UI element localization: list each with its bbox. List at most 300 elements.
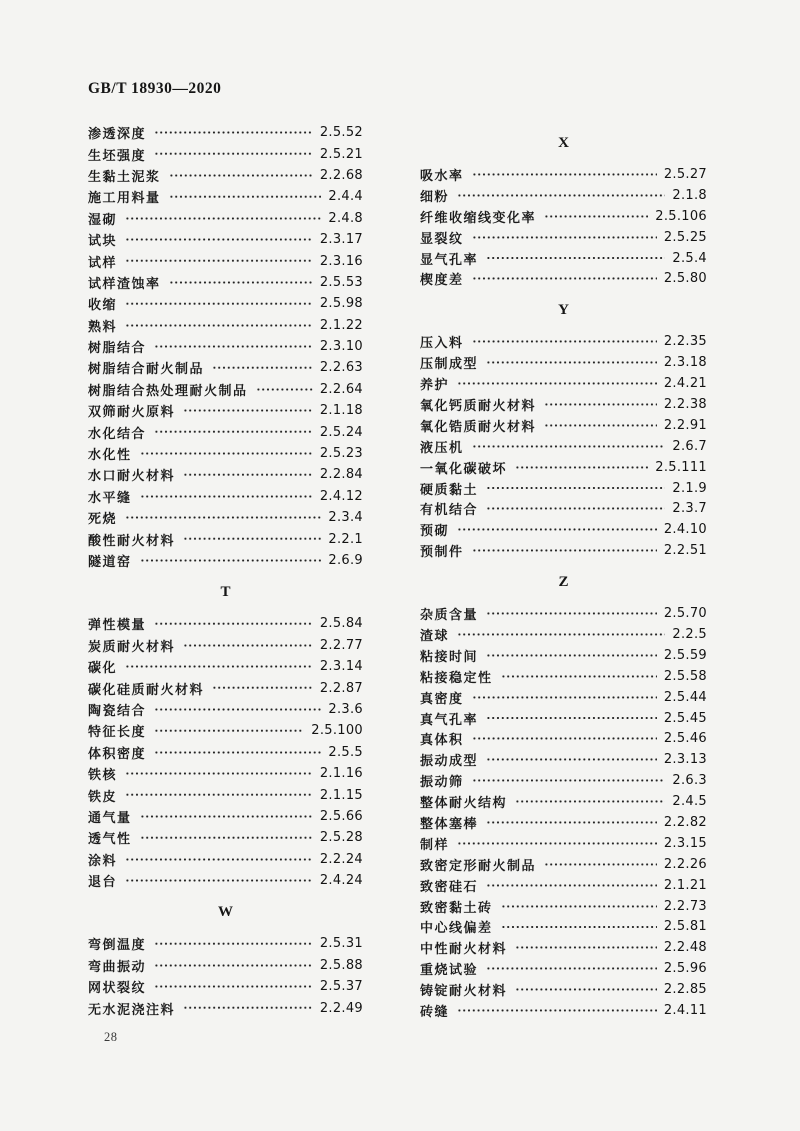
dot-leader bbox=[501, 666, 657, 687]
dot-leader bbox=[472, 436, 666, 457]
entry-ref: 2.4.8 bbox=[328, 210, 363, 226]
entry-term: 显气孔率 bbox=[420, 252, 479, 268]
index-entry bbox=[420, 624, 707, 645]
index-entry bbox=[420, 812, 707, 833]
dot-leader bbox=[154, 720, 304, 741]
entry-ref: 2.2.51 bbox=[663, 543, 707, 559]
entry-ref: 2.5.45 bbox=[663, 710, 707, 726]
entry-term: 液压机 bbox=[420, 440, 464, 456]
entry-ref: 2.5.100 bbox=[311, 723, 363, 739]
index-entry bbox=[420, 478, 707, 499]
entry-ref: 2.2.26 bbox=[663, 856, 707, 872]
entry-ref: 2.4.24 bbox=[319, 873, 363, 889]
dot-leader bbox=[472, 164, 657, 185]
dot-leader bbox=[212, 357, 313, 378]
index-entry bbox=[420, 185, 707, 206]
entry-term: 振动筛 bbox=[420, 775, 464, 791]
dot-leader bbox=[544, 854, 657, 875]
entry-ref: 2.5.81 bbox=[663, 919, 707, 935]
entry-ref: 2.5.37 bbox=[319, 979, 363, 995]
entry-ref: 2.2.73 bbox=[663, 898, 707, 914]
entry-ref: 2.5.28 bbox=[319, 830, 363, 846]
entry-ref: 2.5.25 bbox=[663, 229, 707, 245]
dot-leader bbox=[212, 677, 313, 698]
entry-ref: 2.5.88 bbox=[319, 957, 363, 973]
entry-ref: 2.3.17 bbox=[319, 232, 363, 248]
entry-ref: 2.6.3 bbox=[672, 773, 707, 789]
left-column bbox=[88, 122, 363, 1021]
dot-leader bbox=[125, 293, 313, 314]
dot-leader bbox=[256, 379, 313, 400]
entry-term: 碳化 bbox=[88, 661, 118, 677]
entry-ref: 2.3.18 bbox=[663, 355, 707, 371]
entry-term: 弯倒温度 bbox=[88, 938, 147, 954]
index-entry bbox=[420, 373, 707, 394]
index-entry bbox=[420, 331, 707, 352]
entry-ref: 2.5.31 bbox=[319, 936, 363, 952]
index-entry bbox=[88, 699, 363, 720]
index-entry bbox=[88, 997, 363, 1018]
entry-ref: 2.5.4 bbox=[672, 250, 707, 266]
entry-ref: 2.1.16 bbox=[319, 766, 363, 782]
index-entry bbox=[420, 248, 707, 269]
index-entry bbox=[420, 917, 707, 938]
entry-ref: 2.1.9 bbox=[672, 480, 707, 496]
dot-leader bbox=[125, 208, 321, 229]
entry-term: 致密硅石 bbox=[420, 879, 479, 895]
dot-leader bbox=[472, 540, 657, 561]
entry-ref: 2.3.6 bbox=[328, 701, 363, 717]
entry-ref: 2.4.21 bbox=[663, 376, 707, 392]
dot-leader bbox=[154, 421, 313, 442]
entry-term: 一氧化碳破坏 bbox=[420, 461, 508, 477]
entry-ref: 2.3.14 bbox=[319, 659, 363, 675]
index-entry bbox=[420, 1000, 707, 1021]
entry-ref: 2.2.49 bbox=[319, 1000, 363, 1016]
dot-leader bbox=[154, 933, 313, 954]
entry-term: 弹性模量 bbox=[88, 618, 147, 634]
entry-term: 退台 bbox=[88, 875, 118, 891]
dot-leader bbox=[472, 268, 657, 289]
dot-leader bbox=[183, 997, 313, 1018]
entry-term: 压入料 bbox=[420, 336, 464, 352]
index-entry bbox=[420, 164, 707, 185]
index-entry bbox=[88, 464, 363, 485]
dot-leader bbox=[486, 603, 657, 624]
index-entry bbox=[420, 749, 707, 770]
dot-leader bbox=[501, 917, 657, 938]
entry-ref: 2.5.5 bbox=[328, 744, 363, 760]
entry-term: 无水泥浇注料 bbox=[88, 1002, 176, 1018]
index-entry bbox=[420, 603, 707, 624]
entry-term: 振动成型 bbox=[420, 754, 479, 770]
dot-leader bbox=[472, 687, 657, 708]
entry-term: 生黏土泥浆 bbox=[88, 169, 161, 185]
section-letter-Z: Z bbox=[558, 573, 569, 590]
index-entry bbox=[88, 933, 363, 954]
index-entry bbox=[88, 507, 363, 528]
section-letter-T: T bbox=[220, 583, 231, 600]
entry-term: 试块 bbox=[88, 234, 118, 250]
index-entry bbox=[88, 293, 363, 314]
dot-leader bbox=[457, 373, 657, 394]
entry-ref: 2.6.9 bbox=[328, 553, 363, 568]
index-entry bbox=[88, 528, 363, 549]
entry-ref: 2.4.5 bbox=[672, 794, 707, 810]
entry-term: 铁皮 bbox=[88, 789, 118, 805]
entry-ref: 2.5.66 bbox=[319, 808, 363, 824]
index-entry bbox=[420, 937, 707, 958]
entry-term: 渗透深度 bbox=[88, 127, 147, 143]
dot-leader bbox=[486, 812, 657, 833]
dot-leader bbox=[486, 645, 657, 666]
entry-ref: 2.5.98 bbox=[319, 296, 363, 312]
index-entry bbox=[420, 268, 707, 289]
entry-term: 压制成型 bbox=[420, 357, 479, 373]
entry-ref: 2.4.10 bbox=[663, 522, 707, 538]
index-columns bbox=[88, 122, 707, 1021]
entry-ref: 2.2.48 bbox=[663, 940, 707, 956]
index-entry bbox=[420, 708, 707, 729]
dot-leader bbox=[154, 613, 313, 634]
index-entry bbox=[420, 687, 707, 708]
entry-term: 整体塞棒 bbox=[420, 816, 479, 832]
index-entry bbox=[88, 315, 363, 336]
entry-term: 重烧试验 bbox=[420, 963, 479, 979]
index-entry bbox=[420, 854, 707, 875]
dot-leader bbox=[125, 784, 313, 805]
dot-leader bbox=[140, 827, 313, 848]
entry-ref: 2.4.11 bbox=[663, 1003, 707, 1018]
index-entry bbox=[88, 486, 363, 507]
entry-ref: 2.6.7 bbox=[672, 438, 707, 454]
index-entry bbox=[420, 958, 707, 979]
dot-leader bbox=[486, 958, 657, 979]
entry-ref: 2.5.70 bbox=[663, 606, 707, 622]
standard-number: GB/T 18930—2020 bbox=[88, 80, 222, 97]
entry-term: 纤维收缩线变化率 bbox=[420, 210, 537, 226]
entry-ref: 2.3.13 bbox=[663, 752, 707, 768]
entry-ref: 2.2.82 bbox=[663, 814, 707, 830]
dot-leader bbox=[544, 415, 657, 436]
dot-leader bbox=[154, 699, 321, 720]
entry-ref: 2.5.23 bbox=[319, 446, 363, 462]
entry-ref: 2.5.44 bbox=[663, 689, 707, 705]
entry-term: 致密定形耐火制品 bbox=[420, 858, 537, 874]
dot-leader bbox=[125, 250, 313, 271]
entry-term: 湿砌 bbox=[88, 212, 118, 228]
dot-leader bbox=[125, 507, 321, 528]
dot-leader bbox=[457, 624, 665, 645]
entry-ref: 2.4.12 bbox=[319, 488, 363, 504]
entry-term: 双筛耐火原料 bbox=[88, 405, 176, 421]
page-number: 28 bbox=[104, 1030, 118, 1044]
index-entry bbox=[420, 227, 707, 248]
index-entry bbox=[88, 827, 363, 848]
entry-ref: 2.2.64 bbox=[319, 381, 363, 397]
entry-term: 酸性耐火材料 bbox=[88, 533, 176, 549]
index-entry bbox=[420, 979, 707, 1000]
dot-leader bbox=[515, 791, 665, 812]
entry-ref: 2.2.35 bbox=[663, 334, 707, 350]
index-entry bbox=[420, 896, 707, 917]
entry-term: 砖缝 bbox=[420, 1005, 450, 1020]
dot-leader bbox=[457, 833, 657, 854]
index-entry bbox=[88, 379, 363, 400]
entry-term: 铁核 bbox=[88, 768, 118, 784]
entry-term: 陶瓷结合 bbox=[88, 703, 147, 719]
index-entry bbox=[88, 806, 363, 827]
entry-term: 树脂结合 bbox=[88, 341, 147, 357]
index-entry bbox=[420, 415, 707, 436]
entry-ref: 2.5.111 bbox=[655, 459, 707, 475]
entry-ref: 2.1.15 bbox=[319, 787, 363, 803]
entry-term: 中心线偏差 bbox=[420, 921, 493, 937]
index-entry bbox=[88, 400, 363, 421]
entry-term: 真体积 bbox=[420, 733, 464, 749]
entry-term: 水化结合 bbox=[88, 426, 147, 442]
dot-leader bbox=[486, 875, 657, 896]
index-entry bbox=[420, 352, 707, 373]
entry-ref: 2.3.15 bbox=[663, 835, 707, 851]
index-entry bbox=[88, 635, 363, 656]
entry-ref: 2.3.16 bbox=[319, 253, 363, 269]
entry-ref: 2.5.80 bbox=[663, 271, 707, 287]
entry-ref: 2.5.58 bbox=[663, 668, 707, 684]
dot-leader bbox=[472, 770, 666, 791]
entry-ref: 2.2.85 bbox=[663, 982, 707, 998]
dot-leader bbox=[515, 457, 648, 478]
dot-leader bbox=[544, 206, 648, 227]
index-entry bbox=[420, 498, 707, 519]
index-entry bbox=[88, 784, 363, 805]
index-entry bbox=[420, 728, 707, 749]
dot-leader bbox=[169, 186, 322, 207]
entry-ref: 2.1.22 bbox=[319, 317, 363, 333]
right-column bbox=[420, 122, 707, 1021]
entry-term: 水口耐火材料 bbox=[88, 469, 176, 485]
index-entry bbox=[88, 272, 363, 293]
section-letter-X: X bbox=[558, 134, 569, 151]
index-entry bbox=[88, 550, 363, 571]
entry-term: 透气性 bbox=[88, 832, 132, 848]
dot-leader bbox=[486, 749, 657, 770]
section-letter-W: W bbox=[218, 903, 233, 920]
index-entry bbox=[88, 955, 363, 976]
index-entry bbox=[88, 208, 363, 229]
entry-term: 致密黏土砖 bbox=[420, 900, 493, 916]
entry-ref: 2.5.53 bbox=[319, 274, 363, 290]
dot-leader bbox=[154, 336, 313, 357]
entry-term: 通气量 bbox=[88, 810, 132, 826]
entry-ref: 2.5.52 bbox=[319, 125, 363, 141]
entry-ref: 2.5.59 bbox=[663, 647, 707, 663]
index-entry bbox=[88, 976, 363, 997]
index-entry bbox=[88, 763, 363, 784]
dot-leader bbox=[486, 478, 665, 499]
entry-term: 粘接时间 bbox=[420, 649, 479, 665]
index-entry bbox=[88, 720, 363, 741]
dot-leader bbox=[140, 486, 313, 507]
index-entry bbox=[88, 336, 363, 357]
entry-ref: 2.2.5 bbox=[672, 626, 707, 642]
entry-ref: 2.5.24 bbox=[319, 424, 363, 440]
entry-term: 氧化钙质耐火材料 bbox=[420, 398, 537, 414]
entry-term: 杂质含量 bbox=[420, 608, 479, 624]
dot-leader bbox=[125, 315, 313, 336]
index-entry bbox=[420, 394, 707, 415]
index-entry bbox=[88, 742, 363, 763]
entry-term: 整体耐火结构 bbox=[420, 796, 508, 812]
entry-term: 有机结合 bbox=[420, 503, 479, 519]
index-entry bbox=[88, 165, 363, 186]
dot-leader bbox=[183, 464, 313, 485]
entry-ref: 2.2.91 bbox=[663, 417, 707, 433]
entry-ref: 2.3.10 bbox=[319, 339, 363, 355]
entry-term: 中性耐火材料 bbox=[420, 942, 508, 958]
entry-term: 收缩 bbox=[88, 298, 118, 314]
index-entry bbox=[420, 791, 707, 812]
dot-leader bbox=[154, 742, 321, 763]
dot-leader bbox=[486, 498, 665, 519]
index-entry bbox=[420, 457, 707, 478]
dot-leader bbox=[472, 227, 657, 248]
index-entry bbox=[88, 122, 363, 143]
entry-term: 氧化锆质耐火材料 bbox=[420, 419, 537, 435]
entry-term: 试样渣蚀率 bbox=[88, 276, 161, 292]
dot-leader bbox=[472, 331, 657, 352]
entry-ref: 2.3.4 bbox=[328, 510, 363, 526]
dot-leader bbox=[154, 143, 313, 164]
index-entry bbox=[420, 770, 707, 791]
entry-ref: 2.2.63 bbox=[319, 360, 363, 376]
dot-leader bbox=[140, 550, 322, 571]
index-entry bbox=[88, 849, 363, 870]
index-entry bbox=[420, 540, 707, 561]
dot-leader bbox=[140, 806, 313, 827]
entry-term: 弯曲振动 bbox=[88, 959, 147, 975]
entry-ref: 2.5.84 bbox=[319, 616, 363, 632]
index-entry bbox=[88, 870, 363, 891]
entry-term: 水平缝 bbox=[88, 490, 132, 506]
index-entry bbox=[420, 206, 707, 227]
entry-term: 死烧 bbox=[88, 512, 118, 528]
dot-leader bbox=[125, 656, 313, 677]
entry-ref: 2.5.46 bbox=[663, 731, 707, 747]
index-entry bbox=[420, 666, 707, 687]
entry-term: 熟料 bbox=[88, 319, 118, 335]
entry-ref: 2.2.77 bbox=[319, 637, 363, 653]
entry-term: 制样 bbox=[420, 837, 450, 853]
dot-leader bbox=[154, 976, 313, 997]
entry-term: 预制件 bbox=[420, 545, 464, 561]
entry-ref: 2.5.96 bbox=[663, 961, 707, 977]
entry-term: 真气孔率 bbox=[420, 712, 479, 728]
dot-leader bbox=[183, 528, 321, 549]
index-entry bbox=[420, 519, 707, 540]
entry-term: 隧道窑 bbox=[88, 555, 132, 570]
entry-ref: 2.5.21 bbox=[319, 146, 363, 162]
entry-term: 硬质黏土 bbox=[420, 482, 479, 498]
dot-leader bbox=[457, 1000, 657, 1021]
index-entry bbox=[420, 436, 707, 457]
entry-ref: 2.2.38 bbox=[663, 396, 707, 412]
dot-leader bbox=[169, 272, 313, 293]
entry-term: 细粉 bbox=[420, 189, 450, 205]
entry-term: 涂料 bbox=[88, 853, 118, 869]
index-entry bbox=[88, 677, 363, 698]
entry-ref: 2.2.68 bbox=[319, 167, 363, 183]
entry-term: 树脂结合热处理耐火制品 bbox=[88, 383, 248, 399]
dot-leader bbox=[169, 165, 313, 186]
entry-term: 预砌 bbox=[420, 524, 450, 540]
index-entry bbox=[420, 645, 707, 666]
dot-leader bbox=[125, 849, 313, 870]
section-letter-Y: Y bbox=[558, 301, 569, 318]
entry-ref: 2.4.4 bbox=[328, 189, 363, 205]
dot-leader bbox=[486, 352, 657, 373]
entry-ref: 2.1.8 bbox=[672, 187, 707, 203]
entry-term: 渣球 bbox=[420, 628, 450, 644]
dot-leader bbox=[125, 229, 313, 250]
entry-ref: 2.2.87 bbox=[319, 680, 363, 696]
entry-term: 网状裂纹 bbox=[88, 981, 147, 997]
index-entry bbox=[420, 833, 707, 854]
entry-term: 碳化硅质耐火材料 bbox=[88, 682, 205, 698]
entry-term: 试样 bbox=[88, 255, 118, 271]
entry-term: 真密度 bbox=[420, 691, 464, 707]
entry-term: 施工用料量 bbox=[88, 191, 161, 207]
dot-leader bbox=[501, 896, 657, 917]
entry-ref: 2.1.18 bbox=[319, 403, 363, 419]
entry-term: 养护 bbox=[420, 378, 450, 394]
index-entry bbox=[88, 229, 363, 250]
entry-term: 楔度差 bbox=[420, 273, 464, 289]
entry-term: 特征长度 bbox=[88, 725, 147, 741]
entry-term: 树脂结合耐火制品 bbox=[88, 362, 205, 378]
entry-term: 体积密度 bbox=[88, 746, 147, 762]
entry-ref: 2.2.1 bbox=[328, 531, 363, 547]
entry-term: 吸水率 bbox=[420, 168, 464, 184]
index-entry bbox=[88, 250, 363, 271]
index-entry bbox=[88, 421, 363, 442]
dot-leader bbox=[515, 979, 657, 1000]
entry-term: 粘接稳定性 bbox=[420, 670, 493, 686]
dot-leader bbox=[515, 937, 657, 958]
index-entry bbox=[88, 143, 363, 164]
dot-leader bbox=[183, 400, 313, 421]
dot-leader bbox=[154, 122, 313, 143]
dot-leader bbox=[140, 443, 313, 464]
entry-ref: 2.1.21 bbox=[663, 877, 707, 893]
entry-ref: 2.5.106 bbox=[655, 208, 707, 224]
entry-term: 水化性 bbox=[88, 448, 132, 464]
entry-ref: 2.5.27 bbox=[663, 166, 707, 182]
dot-leader bbox=[457, 185, 665, 206]
dot-leader bbox=[486, 708, 657, 729]
entry-term: 显裂纹 bbox=[420, 231, 464, 247]
index-entry bbox=[420, 875, 707, 896]
dot-leader bbox=[154, 955, 313, 976]
entry-ref: 2.2.24 bbox=[319, 851, 363, 867]
dot-leader bbox=[486, 248, 665, 269]
index-entry bbox=[88, 357, 363, 378]
dot-leader bbox=[472, 728, 657, 749]
dot-leader bbox=[544, 394, 657, 415]
entry-term: 生坯强度 bbox=[88, 148, 147, 164]
dot-leader bbox=[125, 870, 313, 891]
entry-ref: 2.3.7 bbox=[672, 501, 707, 517]
